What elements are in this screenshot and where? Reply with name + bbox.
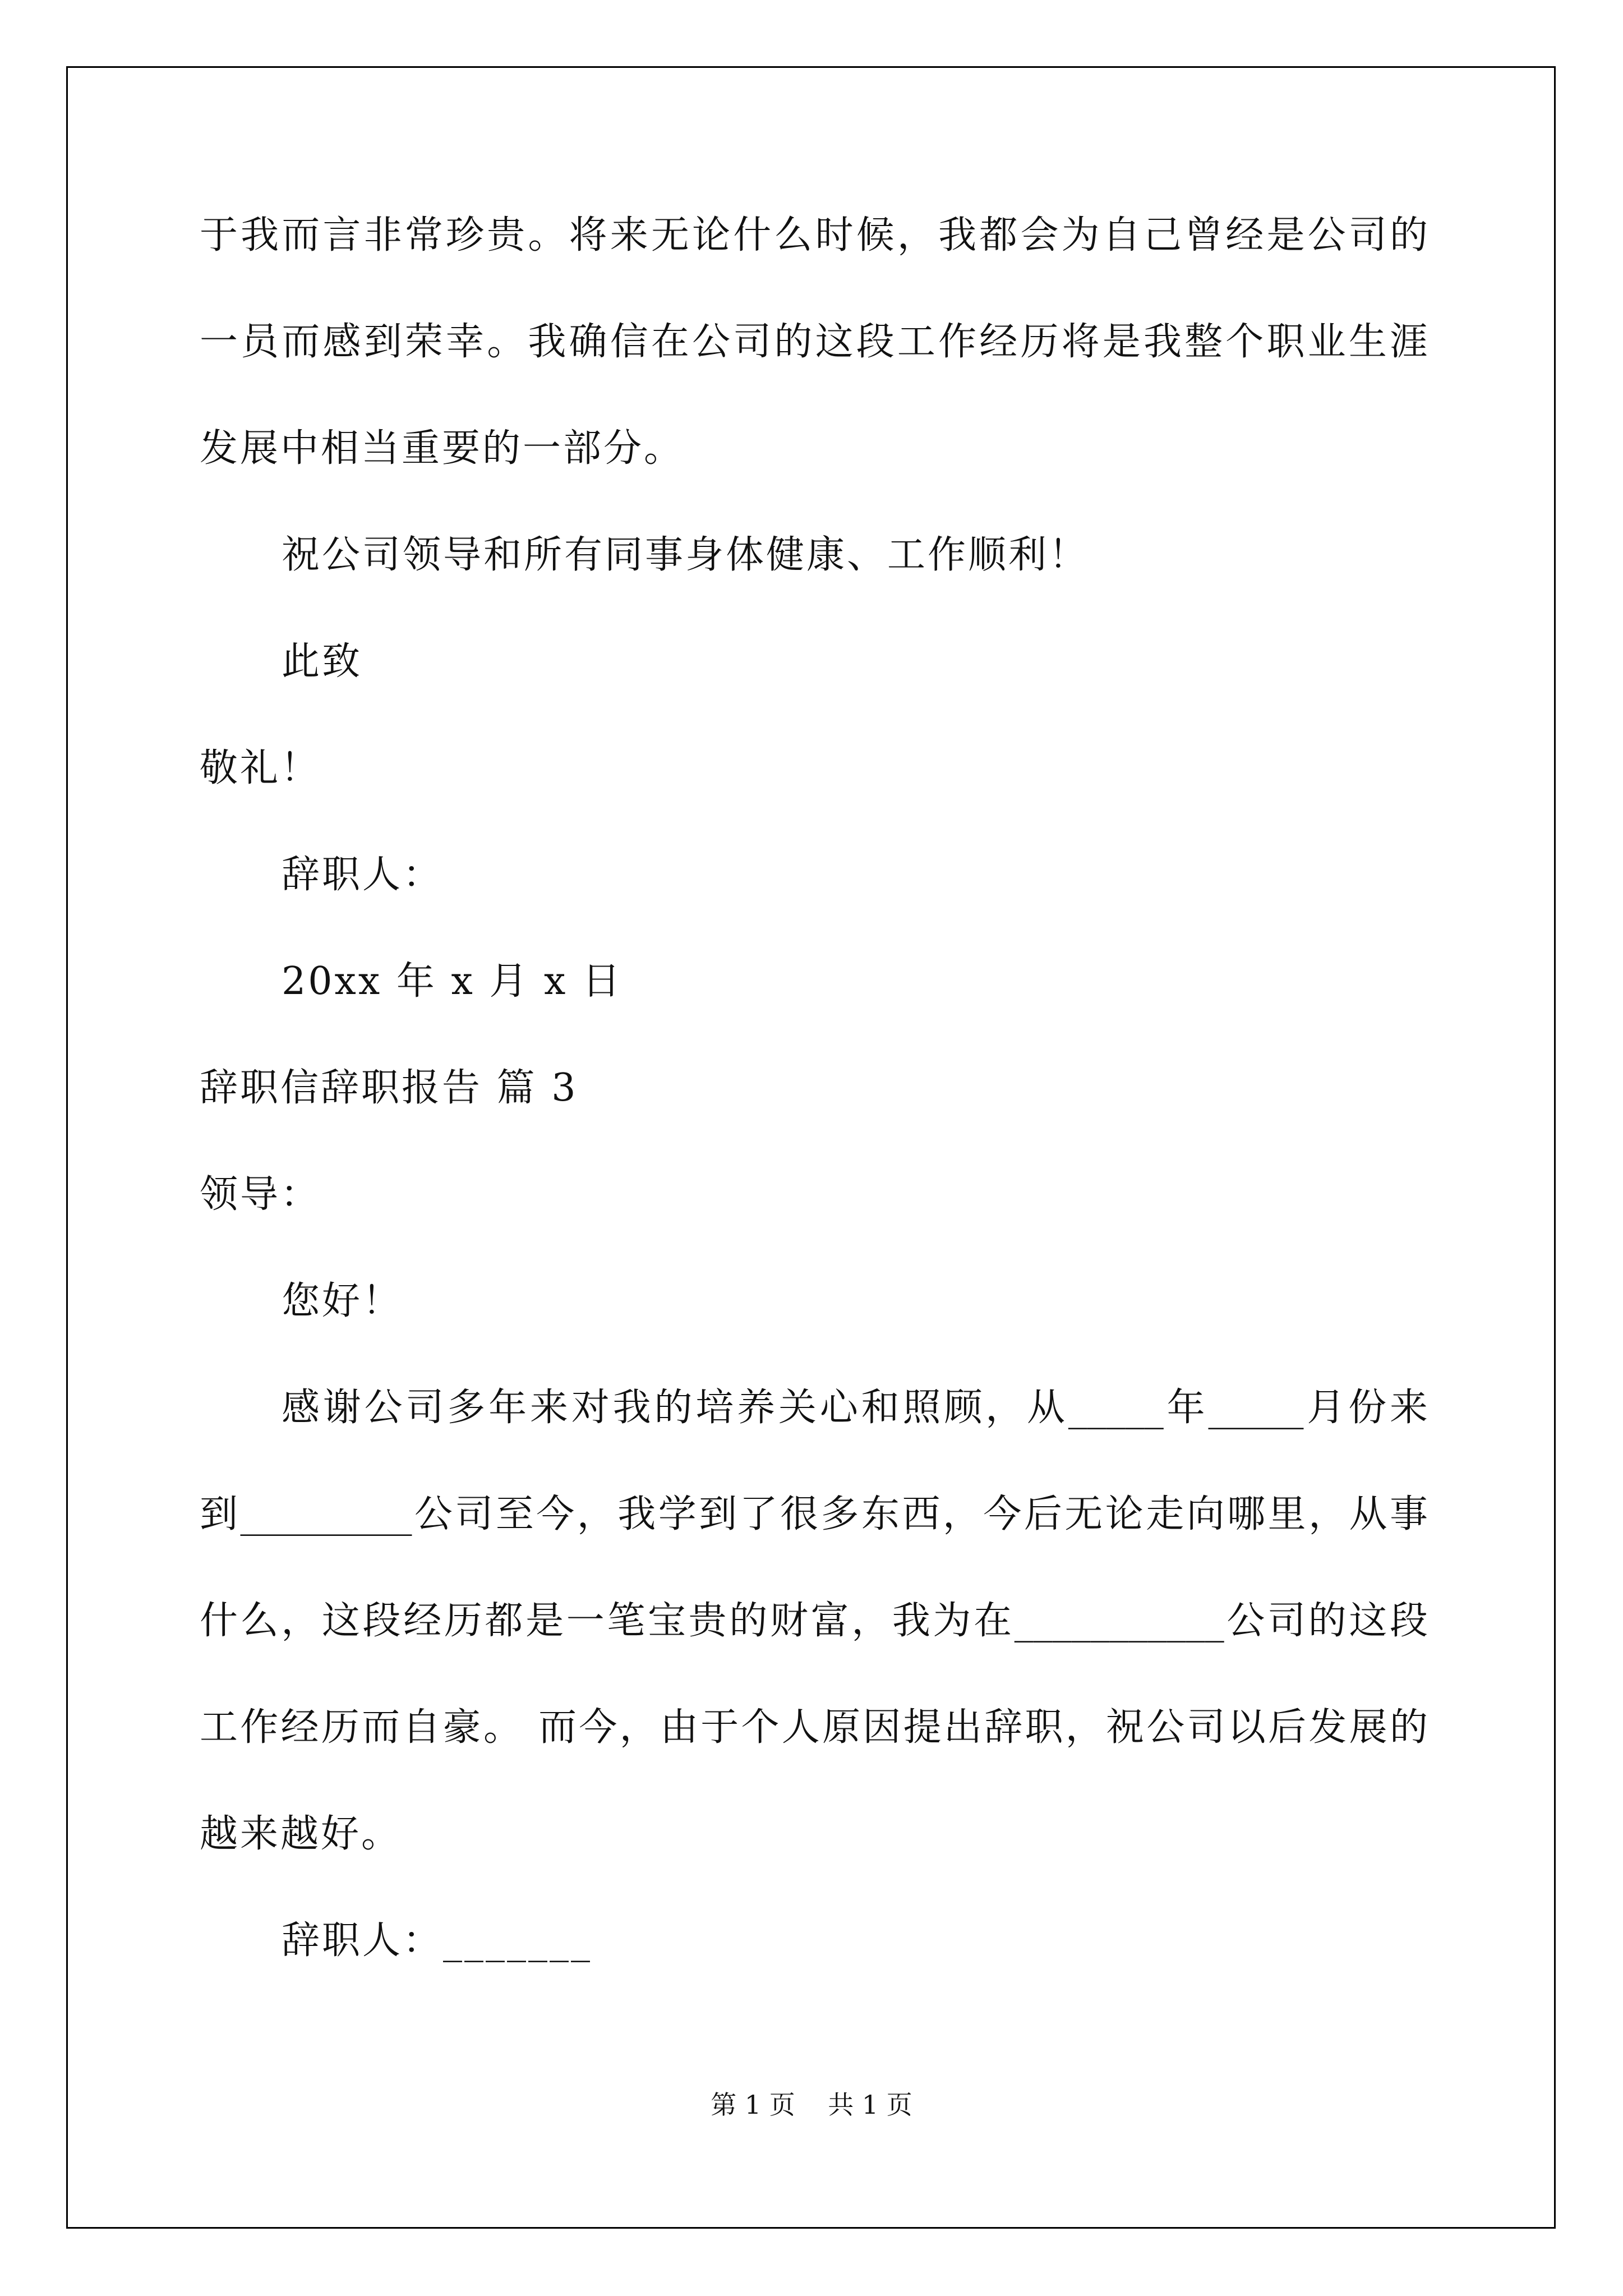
body-line-3: 什么，这段经历都是一笔宝贵的财富，我为在___________公司的这段 [200, 1599, 1428, 1643]
body-line-2: 到_________公司至今，我学到了很多东西，今后无论走向哪里，从事 [200, 1492, 1428, 1536]
salutation: 领导： [200, 1172, 321, 1217]
page-number-footer: 第 1 页 共 1 页 [711, 2090, 912, 2120]
signature-label: 辞职人： [282, 853, 444, 897]
paragraph-line-2: 一员而感到荣幸。我确信在公司的这段工作经历将是我整个职业生涯 [200, 320, 1428, 364]
signature-line: 辞职人：_______ [282, 1918, 593, 1963]
body-line-1: 感谢公司多年来对我的培养关心和照顾，从_____年_____月份来 [282, 1386, 1428, 1430]
wishes-line: 祝公司领导和所有同事身体健康、工作顺利！ [282, 533, 1090, 577]
section-title: 辞职信辞职报告 篇 3 [200, 1066, 578, 1110]
page-border [66, 66, 1556, 2229]
closing-ci-zhi: 此致 [282, 639, 363, 684]
paragraph-line-3: 发展中相当重要的一部分。 [200, 426, 685, 471]
date-line: 20xx 年 x 月 x 日 [282, 959, 623, 1004]
paragraph-line-1: 于我而言非常珍贵。将来无论什么时候，我都会为自己曾经是公司的 [200, 213, 1428, 257]
greeting: 您好！ [282, 1279, 403, 1323]
closing-jing-li: 敬礼！ [200, 746, 321, 790]
body-line-5: 越来越好。 [200, 1812, 402, 1856]
body-line-4: 工作经历而自豪。 而今，由于个人原因提出辞职，祝公司以后发展的 [200, 1705, 1428, 1750]
